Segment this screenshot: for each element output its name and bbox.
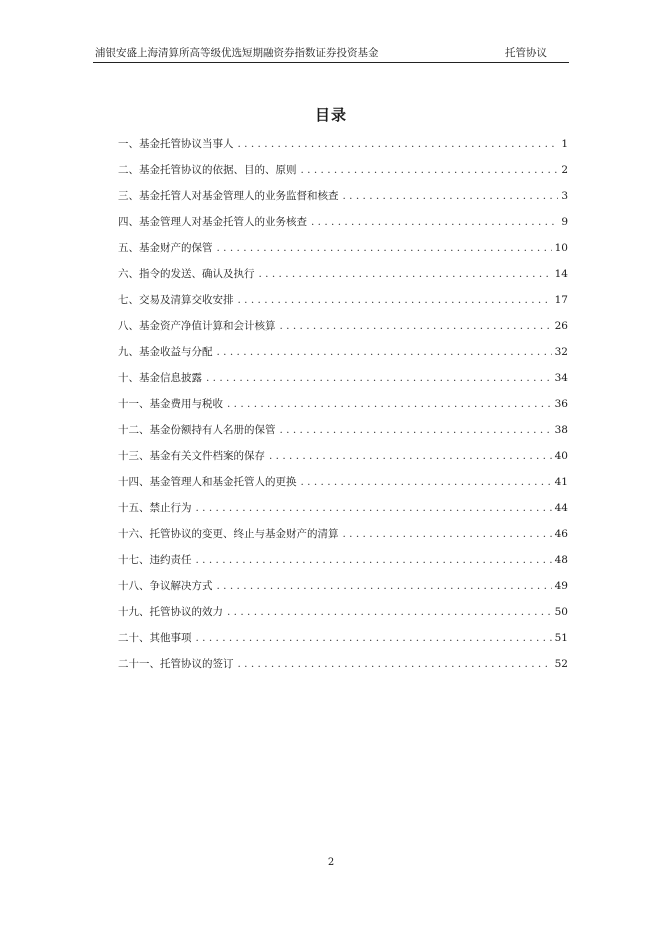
toc-entry-label: 九、基金收益与分配 <box>118 346 213 358</box>
toc-entry[interactable] <box>118 576 568 602</box>
toc-entry-label: 二十、其他事项 <box>118 632 192 644</box>
toc-entry-label: 十二、基金份额持有人名册的保管 <box>118 424 276 436</box>
toc-entry[interactable] <box>118 134 568 160</box>
toc-entry[interactable] <box>118 602 568 628</box>
toc-entry[interactable] <box>118 290 568 316</box>
toc-entry-label: 七、交易及清算交收安排 <box>118 294 234 306</box>
toc-entry-page: 51 <box>554 632 568 644</box>
toc-entry-label: 五、基金财产的保管 <box>118 242 213 254</box>
toc-leader-dots <box>238 654 552 674</box>
toc-entry[interactable] <box>118 498 568 524</box>
toc-entry[interactable] <box>118 264 568 290</box>
toc-entry-page: 49 <box>554 580 568 592</box>
toc-entry-page: 10 <box>554 242 568 254</box>
toc-entry[interactable] <box>118 238 568 264</box>
toc-entry-page: 1 <box>561 138 568 150</box>
header-fund-name: 浦银安盛上海清算所高等级优选短期融资券指数证券投资基金 <box>95 47 379 59</box>
toc-leader-dots <box>227 602 552 622</box>
toc-leader-dots <box>343 524 552 544</box>
toc-leader-dots <box>238 134 559 154</box>
toc-entry[interactable] <box>118 342 568 368</box>
toc-entry-label: 三、基金托管人对基金管理人的业务监督和核查 <box>118 190 339 202</box>
toc-leader-dots <box>280 420 552 440</box>
toc-entry[interactable] <box>118 446 568 472</box>
header-doc-type: 托管协议 <box>505 47 547 59</box>
toc-entry[interactable] <box>118 654 568 680</box>
toc-entry-label: 二、基金托管协议的依据、目的、原则 <box>118 164 297 176</box>
toc-leader-dots <box>269 446 552 466</box>
toc-leader-dots <box>217 342 552 362</box>
toc-entry-page: 48 <box>554 554 568 566</box>
toc-leader-dots <box>217 576 552 596</box>
toc-leader-dots <box>196 628 552 648</box>
toc-entry-label: 十六、托管协议的变更、终止与基金财产的清算 <box>118 528 339 540</box>
toc-entry-label: 一、基金托管协议当事人 <box>118 138 234 150</box>
toc-leader-dots <box>280 316 552 336</box>
toc-entry[interactable] <box>118 550 568 576</box>
toc-entry-label: 四、基金管理人对基金托管人的业务核查 <box>118 216 307 228</box>
toc-entry-page: 38 <box>554 424 568 436</box>
toc-entry-page: 50 <box>554 606 568 618</box>
toc-entry-label: 八、基金资产净值计算和会计核算 <box>118 320 276 332</box>
toc-entry-page: 3 <box>561 190 568 202</box>
toc-entry-label: 十五、禁止行为 <box>118 502 192 514</box>
toc-leader-dots <box>196 550 552 570</box>
toc-entry-label: 十九、托管协议的效力 <box>118 606 223 618</box>
toc-entry-page: 26 <box>554 320 568 332</box>
toc-leader-dots <box>301 472 552 492</box>
toc-entry[interactable] <box>118 368 568 394</box>
toc-entry[interactable] <box>118 186 568 212</box>
page-title: 目录 <box>314 106 347 124</box>
toc-entry[interactable] <box>118 420 568 446</box>
page-number: 2 <box>327 857 335 868</box>
page-header <box>93 43 569 63</box>
toc-leader-dots <box>206 368 552 388</box>
toc-entry-page: 9 <box>561 216 568 228</box>
toc-entry-page: 46 <box>554 528 568 540</box>
toc-leader-dots <box>343 186 559 206</box>
table-of-contents <box>118 134 568 680</box>
toc-leader-dots <box>217 238 552 258</box>
toc-entry-label: 十三、基金有关文件档案的保存 <box>118 450 265 462</box>
toc-entry-label: 十、基金信息披露 <box>118 372 202 384</box>
toc-entry-page: 52 <box>554 658 568 670</box>
toc-entry-label: 十四、基金管理人和基金托管人的更换 <box>118 476 297 488</box>
toc-entry-label: 十一、基金费用与税收 <box>118 398 223 410</box>
toc-leader-dots <box>196 498 552 518</box>
toc-leader-dots <box>301 160 559 180</box>
toc-leader-dots <box>238 290 552 310</box>
toc-leader-dots <box>259 264 552 284</box>
toc-entry-label: 六、指令的发送、确认及执行 <box>118 268 255 280</box>
toc-entry-page: 2 <box>561 164 568 176</box>
toc-entry[interactable] <box>118 524 568 550</box>
toc-leader-dots <box>311 212 558 232</box>
toc-entry[interactable] <box>118 628 568 654</box>
toc-entry-page: 14 <box>554 268 568 280</box>
toc-entry-page: 41 <box>554 476 568 488</box>
toc-entry[interactable] <box>118 472 568 498</box>
toc-entry[interactable] <box>118 160 568 186</box>
toc-entry-label: 十八、争议解决方式 <box>118 580 213 592</box>
toc-entry-page: 36 <box>554 398 568 410</box>
toc-entry-label: 二十一、托管协议的签订 <box>118 658 234 670</box>
toc-entry-page: 17 <box>554 294 568 306</box>
toc-entry-page: 32 <box>554 346 568 358</box>
toc-entry-page: 44 <box>554 502 568 514</box>
toc-entry-page: 34 <box>554 372 568 384</box>
toc-leader-dots <box>227 394 552 414</box>
toc-entry-page: 40 <box>554 450 568 462</box>
toc-entry[interactable] <box>118 316 568 342</box>
toc-entry[interactable] <box>118 212 568 238</box>
toc-entry-label: 十七、违约责任 <box>118 554 192 566</box>
toc-entry[interactable] <box>118 394 568 420</box>
